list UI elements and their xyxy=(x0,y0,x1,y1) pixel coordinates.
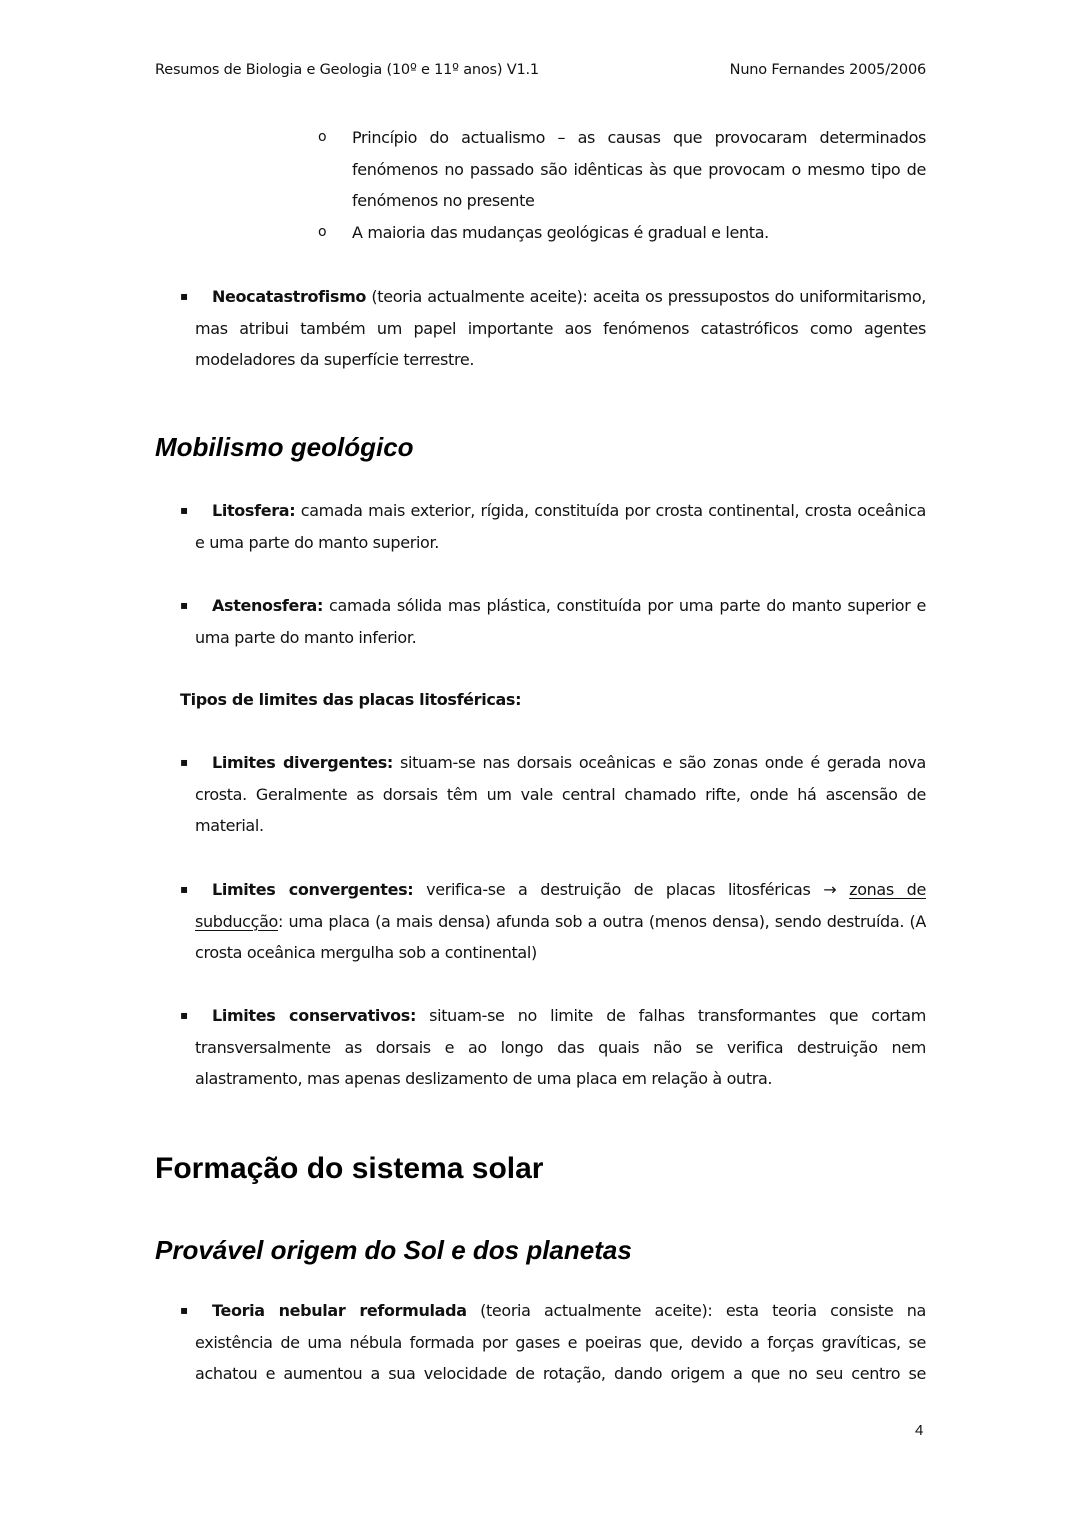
circle-bullet-icon: o xyxy=(318,224,327,240)
circle-bullet-icon: o xyxy=(318,129,327,145)
definition-text: situam-se nas dorsais oceânicas e são zonas onde é gerada nova crosta. Geralmente as dorsais têm um vale central chamado rifte, onde há ascensão de material. xyxy=(195,753,926,835)
term: Astenosfera: xyxy=(212,596,324,615)
list-item-litosfera xyxy=(180,495,926,558)
list-item-limites-convergentes xyxy=(180,874,926,969)
section-heading-sistema-solar: Formação do sistema solar xyxy=(155,1152,544,1185)
term: Limites divergentes: xyxy=(212,753,393,772)
page-header xyxy=(155,62,926,78)
sub-item-text: A maioria das mudanças geológicas é gradual e lenta. xyxy=(352,223,769,242)
definition-text: camada sólida mas plástica, constituída por uma parte do manto superior e uma parte do manto inferior. xyxy=(195,596,926,647)
definition-text: verifica-se a destruição de placas litosféricas → xyxy=(413,880,850,899)
underlined-term-subduccao: zonas de subducção xyxy=(195,880,926,931)
term: Litosfera: xyxy=(212,501,296,520)
list-item-neocatastrofismo xyxy=(180,281,926,376)
definition-text: camada mais exterior, rígida, constituída por crosta continental, crosta oceânica e uma parte do manto superior. xyxy=(195,501,926,552)
square-bullet-icon: ▪ xyxy=(180,289,188,303)
term: Neocatastrofismo xyxy=(212,287,367,306)
page-number: 4 xyxy=(915,1422,924,1439)
list-item-limites-conservativos xyxy=(180,1000,926,1095)
limits-types-label: Tipos de limites das placas litosféricas: xyxy=(180,690,522,709)
square-bullet-icon: ▪ xyxy=(180,1008,188,1022)
square-bullet-icon: ▪ xyxy=(180,882,188,896)
sub-list-item xyxy=(318,122,926,217)
square-bullet-icon: ▪ xyxy=(180,598,188,612)
list-item-teoria-nebular xyxy=(180,1295,926,1390)
term: Limites conservativos: xyxy=(212,1006,416,1025)
definition-text: (teoria actualmente aceite): esta teoria consiste na existência de uma nébula formada por gases e poeiras que, devido a forças gravíticas, se achatou e aumentou a sua velocidade de rotação, dando origem a que no seu centro se xyxy=(195,1301,926,1383)
list-item-astenosfera xyxy=(180,590,926,653)
definition-text: (teoria actualmente aceite): aceita os pressupostos do uniformitarismo, mas atribui também um papel importante aos fenómenos catastróficos como agentes modeladores da superfície terrestre. xyxy=(195,287,926,369)
header-document-title: Resumos de Biologia e Geologia (10º e 11º anos) V1.1 xyxy=(155,62,539,78)
subsection-heading-origem-sol: Provável origem do Sol e dos planetas xyxy=(155,1235,632,1265)
sub-list-item xyxy=(318,217,926,249)
section-heading-mobilismo: Mobilismo geológico xyxy=(155,432,414,462)
square-bullet-icon: ▪ xyxy=(180,1303,188,1317)
sub-item-text: Princípio do actualismo – as causas que provocaram determinados fenómenos no passado são idênticas às que provocam o mesmo tipo de fenómenos no presente xyxy=(352,128,926,210)
square-bullet-icon: ▪ xyxy=(180,755,188,769)
square-bullet-icon: ▪ xyxy=(180,503,188,517)
definition-text-continued: : uma placa (a mais densa) afunda sob a outra (menos densa), sendo destruída. (A crosta oceânica mergulha sob a continental) xyxy=(195,911,926,962)
header-author-year: Nuno Fernandes 2005/2006 xyxy=(729,62,926,78)
list-item-limites-divergentes xyxy=(180,747,926,842)
term: Limites convergentes: xyxy=(212,880,414,899)
definition-text: situam-se no limite de falhas transformantes que cortam transversalmente as dorsais e ao longo das quais não se verifica destruição nem alastramento, mas apenas deslizamento de uma placa em relação à outra. xyxy=(195,1006,926,1088)
term: Teoria nebular reformulada xyxy=(212,1301,467,1320)
